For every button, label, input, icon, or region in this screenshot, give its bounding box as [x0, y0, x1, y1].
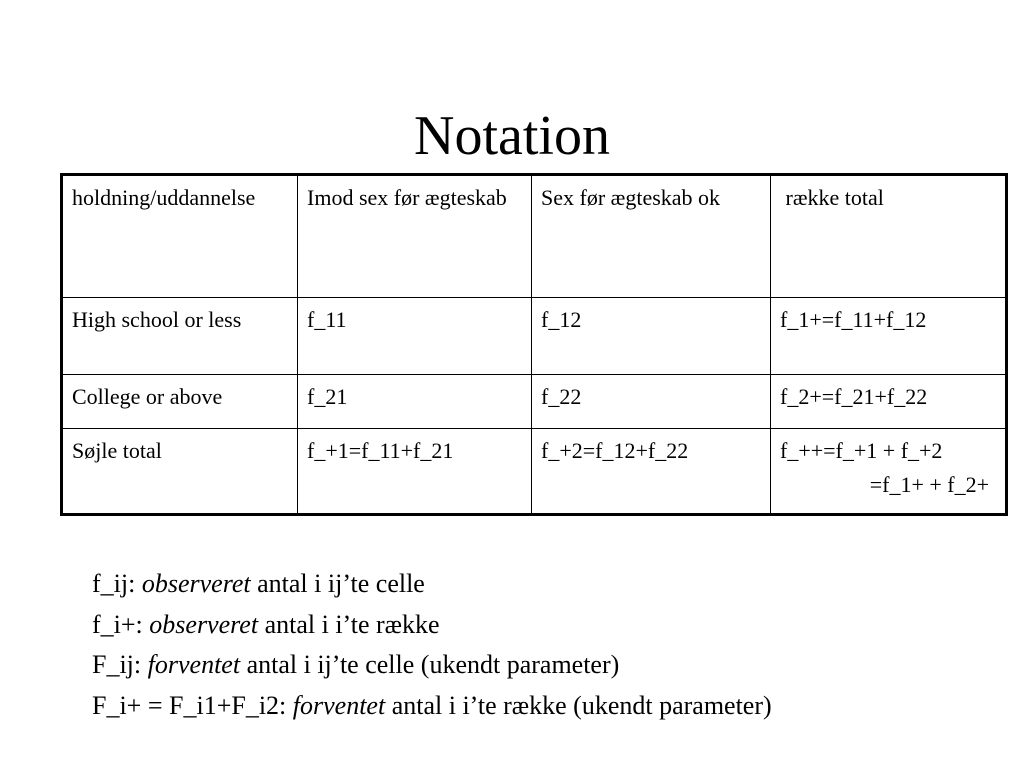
- header-cell: Sex før ægteskab ok: [532, 175, 771, 298]
- table-cell: f_21: [298, 375, 532, 429]
- header-cell: [771, 175, 1007, 298]
- definition-line: [92, 605, 772, 646]
- header-cell: Imod sex før ægteskab: [298, 175, 532, 298]
- table-cell: f_12: [532, 298, 771, 375]
- definition-term: f_ij:: [92, 569, 142, 598]
- definition-line: [92, 686, 772, 727]
- definition-text: antal i i’te række: [258, 609, 440, 639]
- definition-term: F_i+ = F_i1+F_i2:: [92, 690, 293, 720]
- table-cell: f_11: [298, 298, 532, 375]
- definition-text: antal i ij’te celle (ukendt parameter): [240, 650, 620, 679]
- row-label-cell: College or above: [62, 375, 298, 429]
- grand-total-line-1: f_++=f_+1 + f_+2: [780, 438, 943, 463]
- column-total-cell: f_+2=f_12+f_22: [532, 429, 771, 515]
- contingency-table: [60, 173, 1008, 516]
- header-cell-text: række total: [785, 185, 884, 210]
- definition-emphasis: forventet: [147, 650, 241, 679]
- row-total-cell: f_2+=f_21+f_22: [771, 375, 1007, 429]
- row-total-cell: f_1+=f_11+f_12: [771, 298, 1007, 375]
- definition-term: f_i+:: [92, 609, 150, 639]
- definition-emphasis: observeret: [141, 569, 251, 598]
- definitions-list: [92, 564, 772, 726]
- definition-term: F_ij:: [92, 650, 148, 679]
- definition-emphasis: forventet: [292, 690, 386, 720]
- table-row: [62, 375, 1007, 429]
- row-label-cell: Søjle total: [62, 429, 298, 515]
- definition-text: antal i i’te række (ukendt parameter): [385, 690, 772, 720]
- table-cell: f_22: [532, 375, 771, 429]
- table-header-row: [62, 175, 1007, 298]
- definition-emphasis: observeret: [149, 609, 259, 639]
- row-label-cell: High school or less: [62, 298, 298, 375]
- header-cell: holdning/uddannelse: [62, 175, 298, 298]
- slide-title: Notation: [414, 105, 610, 167]
- definition-text: antal i ij’te celle: [250, 569, 425, 598]
- table-row: [62, 429, 1007, 515]
- definition-line: [92, 564, 772, 605]
- definition-line: [92, 645, 772, 686]
- grand-total-line-2: =f_1+ + f_2+: [869, 472, 989, 497]
- grand-total-cell: [771, 429, 1007, 515]
- column-total-cell: f_+1=f_11+f_21: [298, 429, 532, 515]
- table-row: [62, 298, 1007, 375]
